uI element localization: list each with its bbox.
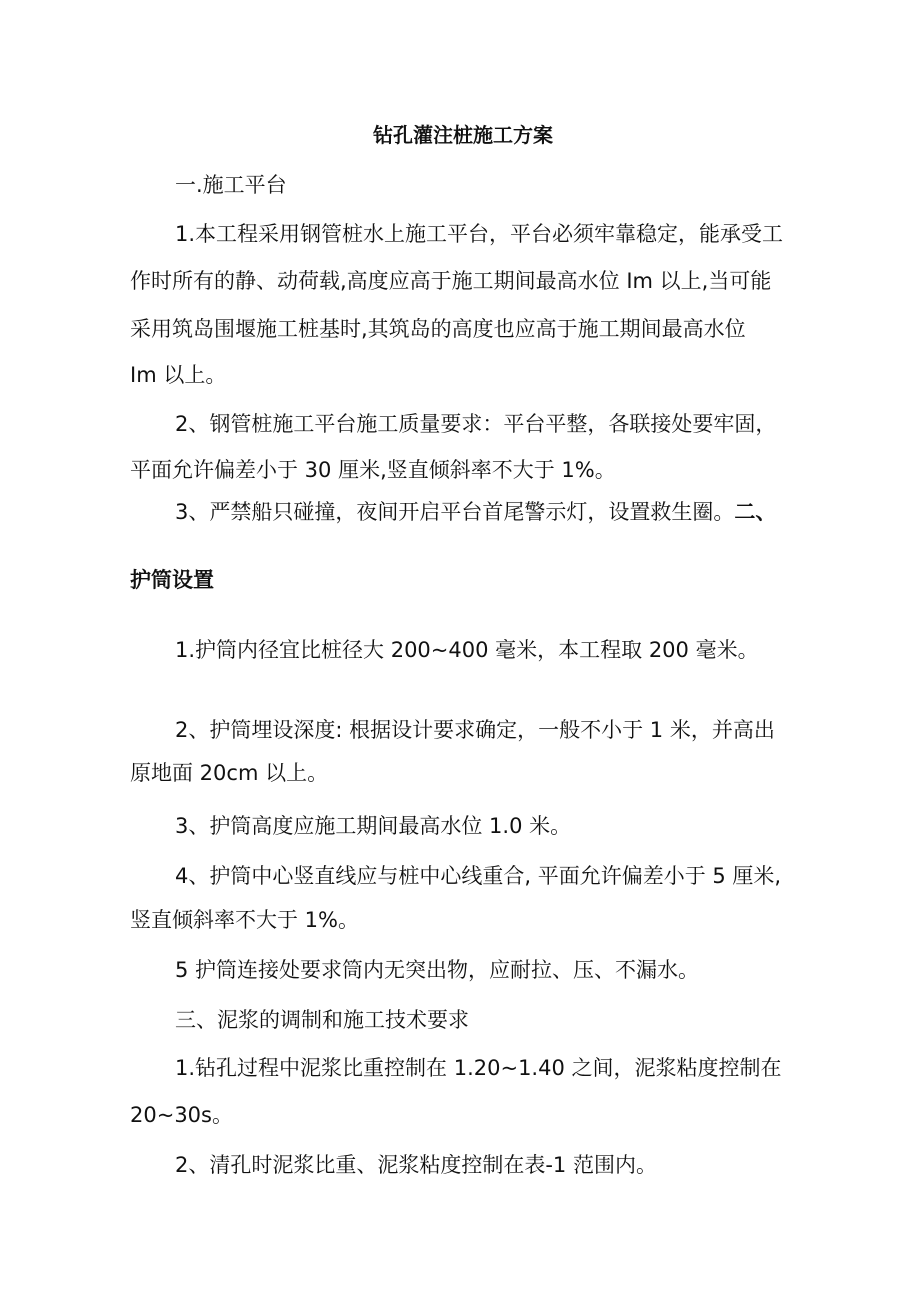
paragraph-line: 1.护筒内径宜比桩径大 200~400 毫米，本工程取 200 毫米。 [175, 638, 759, 662]
paragraph-text: 3、严禁船只碰撞，夜间开启平台首尾警示灯，设置救生圈。 [175, 500, 735, 524]
paragraph-line: 20~30s。 [130, 1103, 233, 1127]
section-heading-number: 二、 [734, 500, 777, 524]
paragraph-line: 2、护筒埋设深度: 根据设计要求确定，一般不小于 1 米，并高出 [175, 718, 775, 742]
paragraph-line: 平面允许偏差小于 30 厘米,竖直倾斜率不大于 1%。 [130, 458, 616, 482]
paragraph-line: 3、护筒高度应施工期间最高水位 1.0 米。 [175, 814, 572, 838]
paragraph-line: 竖直倾斜率不大于 1%。 [130, 908, 359, 932]
section-heading: 一.施工平台 [175, 173, 287, 197]
document-title: 钻孔灌注桩施工方案 [373, 123, 553, 147]
section-heading: 三、泥浆的调制和施工技术要求 [175, 1008, 469, 1032]
paragraph-line: 2、钢管桩施工平台施工质量要求：平台平整，各联接处要牢固， [175, 412, 777, 436]
paragraph-line: 4、护筒中心竖直线应与桩中心线重合, 平面允许偏差小于 5 厘米, [175, 864, 782, 888]
paragraph-line [175, 499, 776, 525]
paragraph-line: 1.本工程采用钢管桩水上施工平台，平台必须牢靠稳定，能承受工 [175, 222, 784, 246]
paragraph-line: 1.钻孔过程中泥浆比重控制在 1.20~1.40 之间，泥浆粘度控制在 [175, 1056, 782, 1080]
paragraph-line: Im 以上。 [130, 363, 227, 387]
paragraph-line: 原地面 20cm 以上。 [130, 761, 329, 785]
section-heading: 护筒设置 [130, 568, 214, 592]
paragraph-line: 作时所有的静、动荷载,高度应高于施工期间最高水位 Im 以上,当可能 [130, 269, 772, 293]
paragraph-line: 2、清孔时泥浆比重、泥浆粘度控制在表-1 范围内。 [175, 1153, 657, 1177]
paragraph-line: 采用筑岛围堰施工桩基时,其筑岛的高度也应高于施工期间最高水位 [130, 317, 746, 341]
paragraph-line: 5 护筒连接处要求筒内无突出物，应耐拉、压、不漏水。 [175, 958, 700, 982]
